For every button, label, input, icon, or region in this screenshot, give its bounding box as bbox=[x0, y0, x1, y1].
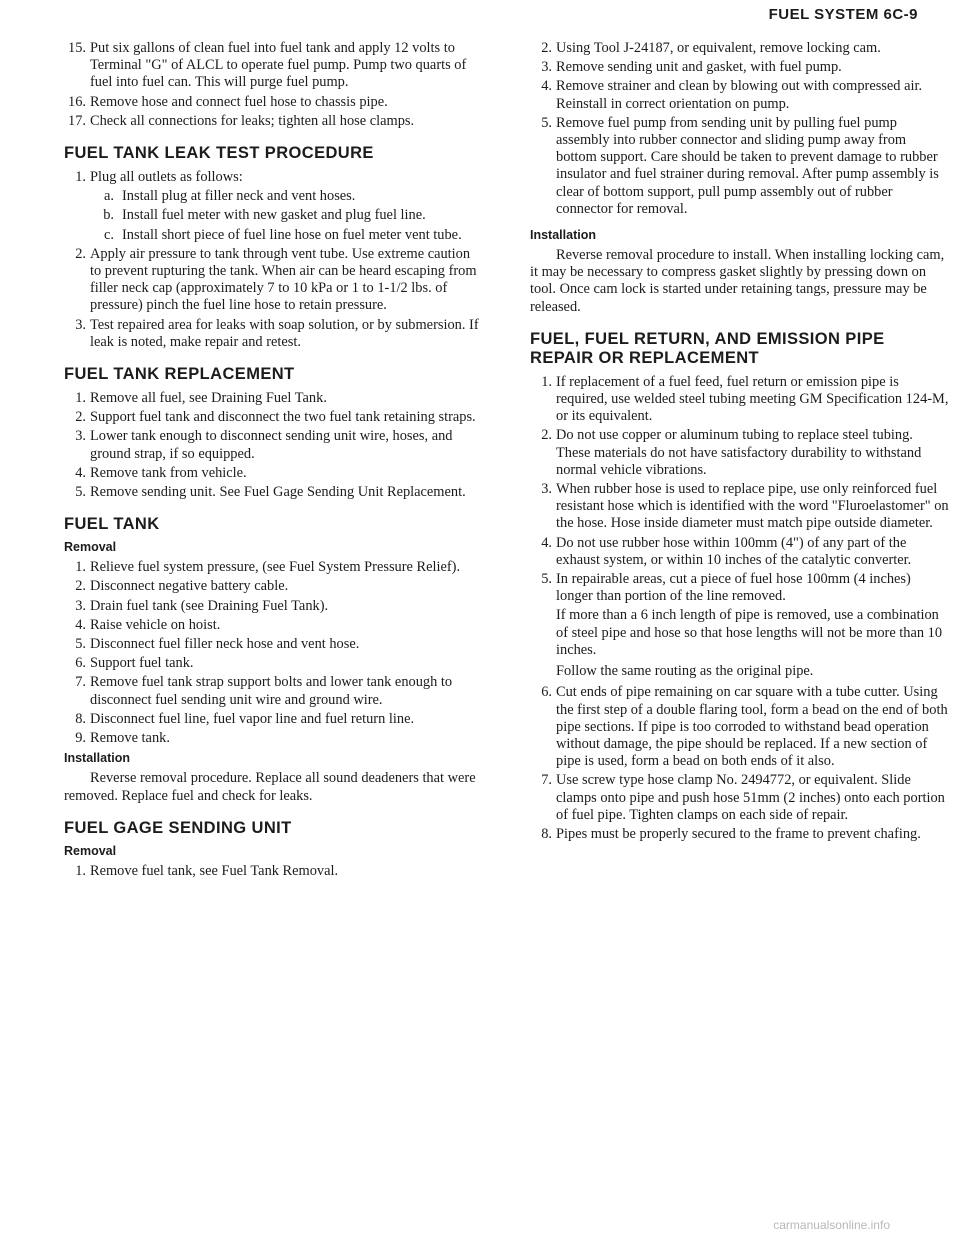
list-item: 5 . Remove fuel pump from sending unit by pulling fuel pump assembly into rubber connector and sliding pump away from bottom support. Care should be taken to prevent damage to rubber insulator and fuel strainer during removal. After pump assembly is clear of bottom support, pull pump assembly out of rubber connector for removal. bbox=[530, 115, 950, 218]
list-item: 7 . Remove fuel tank strap support bolts and lower tank enough to disconnect fuel sending unit wire and ground wire. bbox=[64, 674, 484, 708]
section-heading-sending-unit: FUEL GAGE SENDING UNIT bbox=[64, 818, 292, 837]
list-item: 2 . Support fuel tank and disconnect the two fuel tank retaining straps. bbox=[64, 409, 484, 426]
section-heading-fuel-tank: FUEL TANK bbox=[64, 515, 160, 534]
list-item: 17 . Check all connections for leaks; tighten all hose clamps. bbox=[64, 113, 484, 130]
sub-list-item: b . Install fuel meter with new gasket and plug fuel line. bbox=[64, 207, 484, 224]
list-item: 1 . If replacement of a fuel feed, fuel return or emission pipe is required, use welded steel tubing meeting GM Specification 124-M, or its equivalent. bbox=[530, 374, 950, 426]
subheading-removal: Removal bbox=[64, 843, 117, 858]
subheading-installation: Installation bbox=[530, 228, 596, 243]
list-item: 3 . Drain fuel tank (see Draining Fuel Tank). bbox=[64, 598, 484, 615]
right-column bbox=[530, 40, 950, 845]
list-item: 1 . Plug all outlets as follows: bbox=[64, 169, 484, 186]
list-item: 4 . Remove strainer and clean by blowing out with compressed air. Reinstall in correct orientation on pump. bbox=[530, 78, 950, 112]
section-heading-replacement: FUEL TANK REPLACEMENT bbox=[64, 365, 295, 384]
list-item: 2 . Apply air pressure to tank through vent tube. Use extreme caution to prevent rupturing the tank. When air can be heard escaping from filler neck cap (approximately 7 to 10 kPa or 1 to 1-1/2 lbs. of pressure) pinch the fuel line hose to retain pressure. bbox=[64, 246, 484, 315]
list-item: 1 . Remove fuel tank, see Fuel Tank Removal. bbox=[64, 863, 484, 880]
list-item: 5 . Remove sending unit. See Fuel Gage Sending Unit Replacement. bbox=[64, 484, 484, 501]
paragraph: Reverse removal procedure. Replace all sound deadeners that were removed. Replace fuel and check for leaks. bbox=[64, 770, 476, 804]
list-item: 6 . Support fuel tank. bbox=[64, 655, 484, 672]
paragraph: If more than a 6 inch length of pipe is removed, use a combination of steel pipe and hose so that hose lengths will not be more than 10 inches. bbox=[556, 607, 943, 658]
subheading-installation: Installation bbox=[64, 751, 130, 766]
list-item: 1 . Remove all fuel, see Draining Fuel Tank. bbox=[64, 390, 484, 407]
list-item: 16 . Remove hose and connect fuel hose to chassis pipe. bbox=[64, 94, 484, 111]
left-column bbox=[64, 40, 484, 882]
list-item: 3 . Test repaired area for leaks with soap solution, or by submersion. If leak is noted, make repair and retest. bbox=[64, 317, 484, 351]
list-item: 9 . Remove tank. bbox=[64, 730, 484, 747]
list-item: 1 . Relieve fuel system pressure, (see Fuel System Pressure Relief). bbox=[64, 559, 484, 576]
list-item: 5 . Disconnect fuel filler neck hose and vent hose. bbox=[64, 636, 484, 653]
running-header: FUEL SYSTEM 6C-9 bbox=[768, 6, 918, 23]
list-item: 8 . Disconnect fuel line, fuel vapor line and fuel return line. bbox=[64, 711, 484, 728]
list-item: 15 . Put six gallons of clean fuel into fuel tank and apply 12 volts to Terminal "G" of ALCL to operate fuel pump. Pump two quarts of fuel into fuel can. This will purge fuel pump. bbox=[64, 40, 484, 92]
list-item: 4 . Raise vehicle on hoist. bbox=[64, 617, 484, 634]
subheading-removal: Removal bbox=[64, 540, 117, 555]
watermark: carmanualsonline.info bbox=[773, 1218, 890, 1232]
section-heading-leak-test: FUEL TANK LEAK TEST PROCEDURE bbox=[64, 144, 374, 163]
list-item: 2 . Using Tool J-24187, or equivalent, remove locking cam. bbox=[530, 40, 950, 57]
list-item: 4 . Do not use rubber hose within 100mm (4") of any part of the exhaust system, or within 10 inches of the catalytic converter. bbox=[530, 535, 950, 569]
list-item: 4 . Remove tank from vehicle. bbox=[64, 465, 484, 482]
list-item: 5 . In repairable areas, cut a piece of fuel hose 100mm (4 inches) longer than portion of the line removed. bbox=[530, 571, 950, 605]
list-item: 8 . Pipes must be properly secured to the frame to prevent chafing. bbox=[530, 826, 950, 843]
sub-list-item: a . Install plug at filler neck and vent hoses. bbox=[64, 188, 484, 205]
sub-list-item: c . Install short piece of fuel line hose on fuel meter vent tube. bbox=[64, 227, 484, 244]
list-item: 6 . Cut ends of pipe remaining on car square with a tube cutter. Using the first step of a double flaring tool, form a bead on the end of both pipe sections. If pipe is too corroded to withstand bead operation without damage, the pipe should be replaced. If a new section of pipe is used, form a bead on both ends of it also. bbox=[530, 684, 950, 770]
list-item: 3 . When rubber hose is used to replace pipe, use only reinforced fuel resistant hose which is identified with the word "Fluroelastomer" on the hose. Hose inside diameter must match pipe outside diameter. bbox=[530, 481, 950, 533]
paragraph: Reverse removal procedure to install. When installing locking cam, it may be necessary to compress gasket slightly by pressing down on tool. Once cam lock is started under retaining tangs, pressure may be released. bbox=[530, 247, 945, 315]
paragraph: Follow the same routing as the original pipe. bbox=[556, 663, 814, 680]
list-item: 2 . Do not use copper or aluminum tubing to replace steel tubing. These materials do not have satisfactory durability to withstand normal vehicle vibrations. bbox=[530, 427, 950, 479]
list-item: 3 . Remove sending unit and gasket, with fuel pump. bbox=[530, 59, 950, 76]
list-item: 2 . Disconnect negative battery cable. bbox=[64, 578, 484, 595]
list-item: 3 . Lower tank enough to disconnect sending unit wire, hoses, and ground strap, if so equipped. bbox=[64, 428, 484, 462]
list-item: 7 . Use screw type hose clamp No. 2494772, or equivalent. Slide clamps onto pipe and push hose 51mm (2 inches) onto each portion of fuel pipe. Tighten clamps on each side of repair. bbox=[530, 772, 950, 824]
section-heading-pipe-repair: FUEL, FUEL RETURN, AND EMISSION PIPE REPAIR OR REPLACEMENT bbox=[530, 329, 885, 367]
